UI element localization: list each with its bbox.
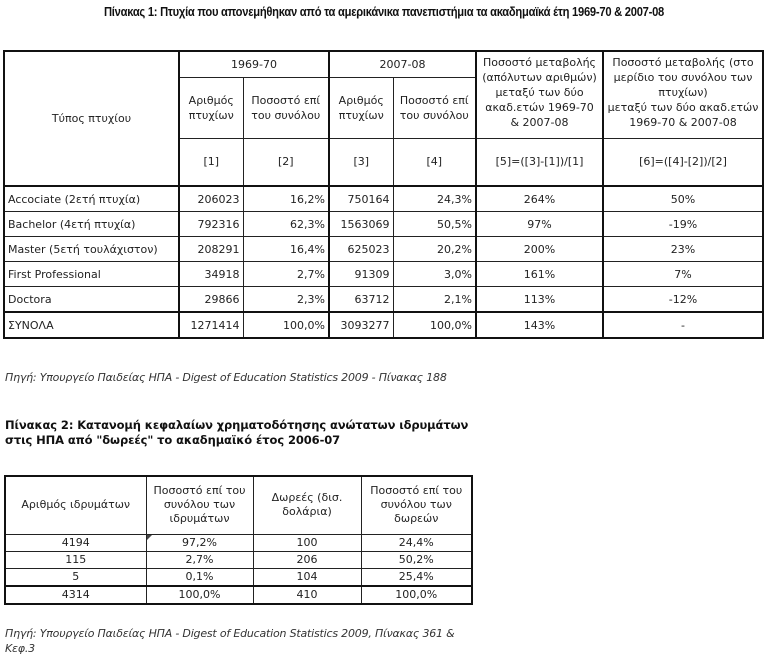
share-2007: 3,0% [393,262,476,287]
degrees-table [3,50,764,339]
count-2007: 1563069 [329,212,393,237]
count-1969: 34918 [179,262,243,287]
code-5: [5]=([3]-[1])/[1] [476,138,603,186]
code-3: [3] [329,138,393,186]
table-row [4,262,763,287]
donation-share: 25,4% [361,568,472,586]
table2-title [5,418,475,448]
code-6: [6]=([4]-[2])/[2] [603,138,763,186]
institutions: 115 [5,551,146,568]
count-1969: 792316 [179,212,243,237]
share-1969: 62,3% [243,212,329,237]
change-absolute: 113% [476,287,603,313]
degree-type: Accociate (2ετή πτυχία) [4,186,179,212]
table2-title-line2: στις ΗΠΑ από "δωρεές" το ακαδημαϊκό έτος 2006-07 [5,433,341,447]
total-institution-share: 100,0% [146,586,253,604]
degree-type: Bachelor (4ετή πτυχία) [4,212,179,237]
count-1969: 206023 [179,186,243,212]
total-change-absolute: 143% [476,312,603,338]
header-change-share-line2: μεταξύ των δύο ακαδ.ετών 1969-70 & 2007-08 [607,101,759,129]
count-2007: 63712 [329,287,393,313]
header-year-2007: 2007-08 [329,51,476,77]
share-1969: 2,3% [243,287,329,313]
change-share: 50% [603,186,763,212]
change-share: -12% [603,287,763,313]
change-absolute: 200% [476,237,603,262]
header-change-share-line1: Ποσοστό μεταβολής (στο μερίδιο του συνόλου των πτυχίων) [612,56,754,99]
share-1969: 16,2% [243,186,329,212]
degree-type: Master (5ετή τουλάχιστον) [4,237,179,262]
institution-share: 97,2% [146,534,253,551]
degree-type: Doctora [4,287,179,313]
table-row [5,534,472,551]
institution-share: 2,7% [146,551,253,568]
share-1969: 2,7% [243,262,329,287]
count-1969: 208291 [179,237,243,262]
code-1: [1] [179,138,243,186]
header-institution-share: Ποσοστό επί του συνόλου των ιδρυμάτων [146,476,253,534]
total-count-2007: 3093277 [329,312,393,338]
change-share: 7% [603,262,763,287]
share-2007: 2,1% [393,287,476,313]
share-2007: 50,5% [393,212,476,237]
header-donations: Δωρεές (δισ. δολάρια) [253,476,361,534]
header-count-1969: Αριθμός πτυχίων [179,77,243,138]
table2-title-line1: Πίνακας 2: Κατανομή κεφαλαίων χρηματοδότησης ανώτατων ιδρυμάτων [5,418,469,432]
donations: 100 [253,534,361,551]
table-row [4,237,763,262]
share-2007: 24,3% [393,186,476,212]
total-share-2007: 100,0% [393,312,476,338]
total-share-1969: 100,0% [243,312,329,338]
institution-share: 0,1% [146,568,253,586]
header-year-1969: 1969-70 [179,51,329,77]
total-donation-share: 100,0% [361,586,472,604]
table2-source: Πηγή: Υπουργείο Παιδείας ΗΠΑ - Digest of Education Statistics 2009, Πίνακας 361 & Κεφ.3 [5,627,455,655]
header-change-absolute: Ποσοστό μεταβολής (απόλυτων αριθμών) μεταξύ των δύο ακαδ.ετών 1969-70 & 2007-08 [476,51,603,138]
count-2007: 91309 [329,262,393,287]
code-4: [4] [393,138,476,186]
total-institutions: 4314 [5,586,146,604]
header-share-2007: Ποσοστό επί του συνόλου [393,77,476,138]
count-2007: 750164 [329,186,393,212]
change-share: -19% [603,212,763,237]
table-row [4,287,763,313]
header-institutions: Αριθμός ιδρυμάτων [5,476,146,534]
institutions: 5 [5,568,146,586]
change-share: 23% [603,237,763,262]
table-row [5,568,472,586]
header-count-2007: Αριθμός πτυχίων [329,77,393,138]
total-count-1969: 1271414 [179,312,243,338]
code-2: [2] [243,138,329,186]
institutions: 4194 [5,534,146,551]
donation-share: 50,2% [361,551,472,568]
donations: 206 [253,551,361,568]
change-absolute: 97% [476,212,603,237]
count-2007: 625023 [329,237,393,262]
share-1969: 16,4% [243,237,329,262]
header-change-share [603,51,763,138]
change-absolute: 161% [476,262,603,287]
header-share-1969: Ποσοστό επί του συνόλου [243,77,329,138]
table-row [4,212,763,237]
total-row [4,312,763,338]
donation-share: 24,4% [361,534,472,551]
donations: 104 [253,568,361,586]
total-label: ΣΥΝΟΛΑ [4,312,179,338]
table1-source: Πηγή: Υπουργείο Παιδείας ΗΠΑ - Digest of Education Statistics 2009 - Πίνακας 188 [5,371,447,384]
table-row [5,551,472,568]
total-change-share: - [603,312,763,338]
share-2007: 20,2% [393,237,476,262]
table-row [4,186,763,212]
total-donations: 410 [253,586,361,604]
header-degree-type: Τύπος πτυχίου [4,51,179,186]
count-1969: 29866 [179,287,243,313]
change-absolute: 264% [476,186,603,212]
header-donation-share: Ποσοστό επί του συνόλου των δωρεών [361,476,472,534]
table1-title: Πίνακας 1: Πτυχία που απονεμήθηκαν από τα αμερικάνικα πανεπιστήμια τα ακαδημαϊκά έτη 1969-70 & 2007-08 [103,4,665,19]
total-row [5,586,472,604]
degree-type: First Professional [4,262,179,287]
donations-table [4,475,473,605]
